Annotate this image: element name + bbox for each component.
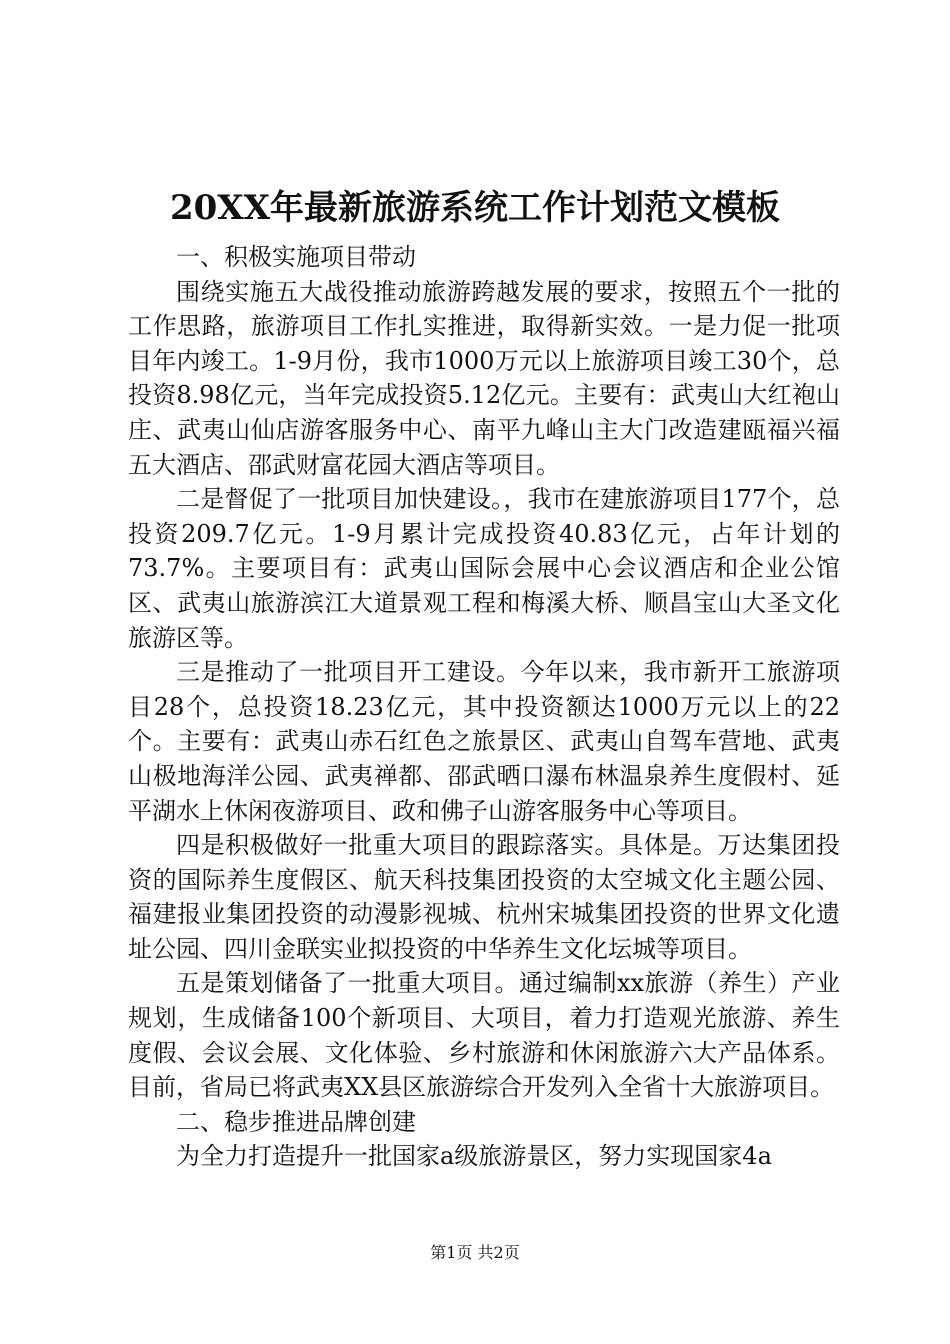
section-heading-2: 二、稳步推进品牌创建: [176, 1107, 416, 1136]
paragraph-2: 二是督促了一批项目加快建设。，我市在建旅游项目177个，总投资209.7亿元。1-9月累计完成投资40.83亿元，占年计划的73.7%。主要项目有：武夷山国际会展中心会议酒店和企业公馆区、武夷山旅游滨江大道景观工程和梅溪大桥、顺昌宝山大圣文化旅游区等。: [128, 485, 840, 652]
paragraph-1: 围绕实施五大战役推动旅游跨越发展的要求，按照五个一批的工作思路，旅游项目工作扎实推进，取得新实效。一是力促一批项目年内竣工。1-9月份，我市1000万元以上旅游项目竣工30个，总投资8.98亿元，当年完成投资5.12亿元。主要有：武夷山大红袍山庄、武夷山仙店游客服务中心、南平九峰山主大门改造建瓯福兴福五大酒店、邵武财富花园大酒店等项目。: [128, 277, 840, 479]
document-body: [128, 240, 840, 1174]
paragraph-5: 五是策划储备了一批重大项目。通过编制xx旅游（养生）产业规划，生成储备100个新项目、大项目，着力打造观光旅游、养生度假、会议会展、文化体验、乡村旅游和休闲旅游六大产品体系。目前，省局已将武夷XX县区旅游综合开发列入全省十大旅游项目。: [128, 969, 840, 1102]
document-title: 20XX年最新旅游系统工作计划范文模板: [169, 188, 781, 228]
section-heading-1: 一、积极实施项目带动: [176, 243, 416, 271]
paragraph-3: 三是推动了一批项目开工建设。今年以来，我市新开工旅游项目28个，总投资18.23亿元，其中投资额达1000万元以上的22个。主要有：武夷山赤石红色之旅景区、武夷山自驾车营地、武夷山极地海洋公园、武夷禅都、邵武晒口瀑布林温泉养生度假村、延平湖水上休闲夜游项目、政和佛子山游客服务中心等项目。: [128, 658, 840, 825]
paragraph-6: 为全力打造提升一批国家a级旅游景区，努力实现国家4a: [176, 1142, 772, 1171]
page-footer: 第1页 共2页: [430, 1243, 520, 1262]
paragraph-4: 四是积极做好一批重大项目的跟踪落实。具体是。万达集团投资的国际养生度假区、航天科技集团投资的太空城文化主题公园、福建报业集团投资的动漫影视城、杭州宋城集团投资的世界文化遗址公园、四川金联实业拟投资的中华养生文化坛城等项目。: [128, 831, 840, 963]
